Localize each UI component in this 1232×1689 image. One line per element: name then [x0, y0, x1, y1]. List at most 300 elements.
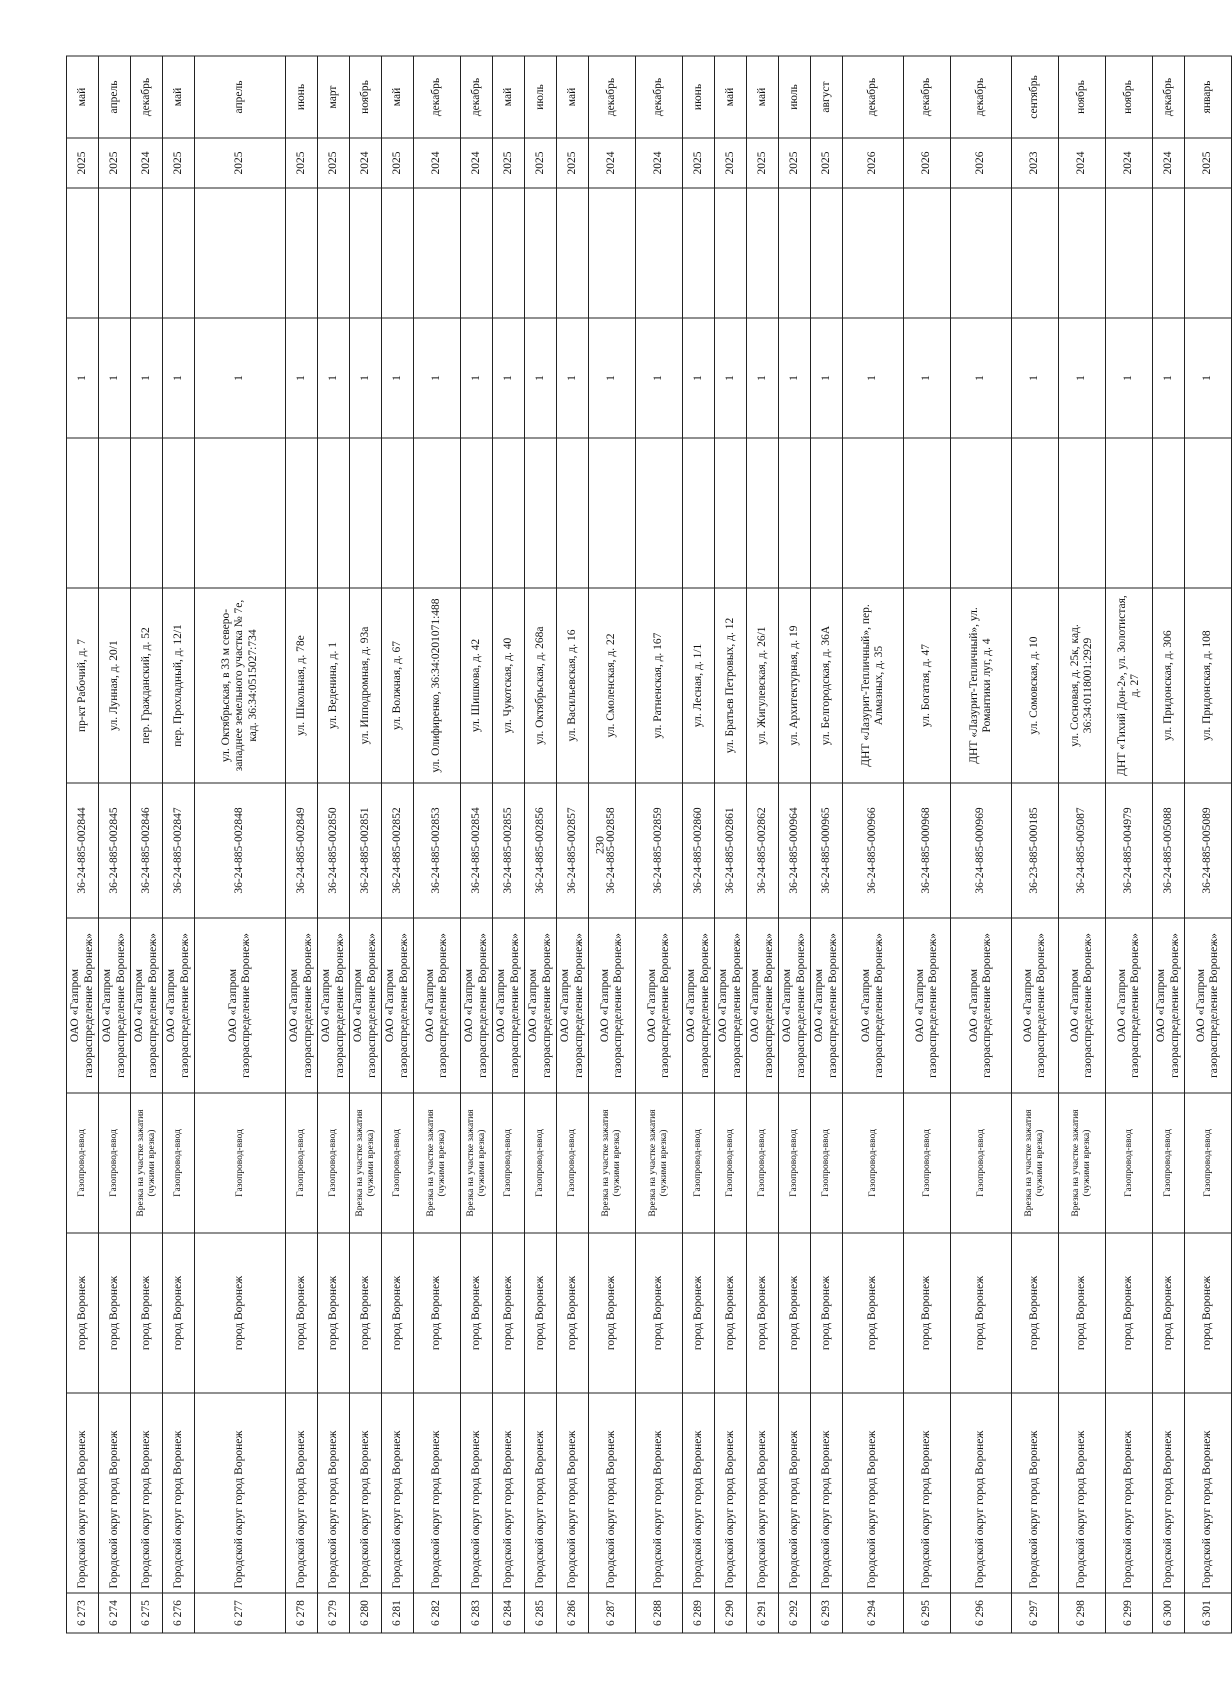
extra-cell	[1106, 438, 1153, 588]
blank-cell	[1153, 188, 1185, 318]
locality-cell: город Воронеж	[493, 1233, 525, 1393]
register-table-body	[67, 56, 1232, 1633]
object-code-cell: 36-24-885-002846	[131, 783, 163, 918]
object-code-cell: 36-24-885-002851	[350, 783, 382, 918]
object-type-cell: Врезка на участке зажатия (чужими врезка)	[414, 1093, 461, 1233]
locality-cell: город Воронеж	[904, 1233, 951, 1393]
object-code-cell: 36-24-885-002844	[67, 783, 99, 918]
blank-cell	[557, 188, 589, 318]
organization-cell: ОАО «Газпром газораспределение Воронеж»	[525, 918, 557, 1093]
year-cell: 2025	[747, 138, 779, 188]
quantity-cell: 1	[461, 318, 493, 438]
blank-cell	[1185, 188, 1232, 318]
object-code-cell: 36-24-885-002859	[636, 783, 683, 918]
locality-cell: город Воронеж	[67, 1233, 99, 1393]
district-cell: Городской округ город Воронеж	[843, 1393, 904, 1593]
month-cell: декабрь	[589, 56, 636, 138]
district-cell: Городской округ город Воронеж	[414, 1393, 461, 1593]
district-cell: Городской округ город Воронеж	[636, 1393, 683, 1593]
quantity-cell: 1	[557, 318, 589, 438]
table-row	[461, 56, 493, 1633]
extra-cell	[493, 438, 525, 588]
month-cell: июнь	[683, 56, 715, 138]
extra-cell	[1059, 438, 1106, 588]
row-number: 6 294	[843, 1593, 904, 1633]
locality-cell: город Воронеж	[951, 1233, 1012, 1393]
table-row	[1106, 56, 1153, 1633]
year-cell: 2025	[163, 138, 195, 188]
blank-cell	[195, 188, 286, 318]
row-number: 6 299	[1106, 1593, 1153, 1633]
object-type-cell: Врезка на участке зажатия (чужими врезка)	[131, 1093, 163, 1233]
blank-cell	[715, 188, 747, 318]
blank-cell	[99, 188, 131, 318]
year-cell: 2025	[318, 138, 350, 188]
object-type-cell: Газопровод-ввод	[683, 1093, 715, 1233]
row-number: 6 291	[747, 1593, 779, 1633]
organization-cell: ОАО «Газпром газораспределение Воронеж»	[163, 918, 195, 1093]
blank-cell	[843, 188, 904, 318]
object-type-cell: Газопровод-ввод	[811, 1093, 843, 1233]
year-cell: 2025	[557, 138, 589, 188]
row-number: 6 275	[131, 1593, 163, 1633]
address-cell: ул. Сомовская, д. 10	[1012, 588, 1059, 783]
quantity-cell: 1	[318, 318, 350, 438]
extra-cell	[811, 438, 843, 588]
quantity-cell: 1	[904, 318, 951, 438]
district-cell: Городской округ город Воронеж	[1153, 1393, 1185, 1593]
extra-cell	[1153, 438, 1185, 588]
blank-cell	[1106, 188, 1153, 318]
quantity-cell: 1	[414, 318, 461, 438]
table-row	[493, 56, 525, 1633]
table-row	[951, 56, 1012, 1633]
object-type-cell: Газопровод-ввод	[286, 1093, 318, 1233]
district-cell: Городской округ город Воронеж	[747, 1393, 779, 1593]
blank-cell	[1012, 188, 1059, 318]
quantity-cell: 1	[382, 318, 414, 438]
district-cell: Городской округ город Воронеж	[99, 1393, 131, 1593]
object-code-cell: 36-24-885-005088	[1153, 783, 1185, 918]
row-number: 6 285	[525, 1593, 557, 1633]
table-row	[904, 56, 951, 1633]
year-cell: 2025	[779, 138, 811, 188]
blank-cell	[589, 188, 636, 318]
locality-cell: город Воронеж	[318, 1233, 350, 1393]
month-cell: июль	[779, 56, 811, 138]
address-cell: ул. Белгородская, д. 36А	[811, 588, 843, 783]
extra-cell	[715, 438, 747, 588]
year-cell: 2025	[195, 138, 286, 188]
blank-cell	[779, 188, 811, 318]
row-number: 6 298	[1059, 1593, 1106, 1633]
quantity-cell: 1	[131, 318, 163, 438]
object-type-cell: Газопровод-ввод	[99, 1093, 131, 1233]
table-row	[1012, 56, 1059, 1633]
extra-cell	[904, 438, 951, 588]
row-number: 6 290	[715, 1593, 747, 1633]
object-code-cell: 36-24-885-005089	[1185, 783, 1232, 918]
blank-cell	[286, 188, 318, 318]
locality-cell: город Воронеж	[195, 1233, 286, 1393]
extra-cell	[382, 438, 414, 588]
district-cell: Городской округ город Воронеж	[1106, 1393, 1153, 1593]
blank-cell	[525, 188, 557, 318]
object-code-cell: 36-24-885-002862	[747, 783, 779, 918]
object-type-cell: Газопровод-ввод	[163, 1093, 195, 1233]
object-type-cell: Газопровод-ввод	[382, 1093, 414, 1233]
organization-cell: ОАО «Газпром газораспределение Воронеж»	[382, 918, 414, 1093]
object-type-cell: Газопровод-ввод	[715, 1093, 747, 1233]
row-number: 6 276	[163, 1593, 195, 1633]
table-row	[195, 56, 286, 1633]
month-cell: май	[493, 56, 525, 138]
blank-cell	[636, 188, 683, 318]
district-cell: Городской округ город Воронеж	[286, 1393, 318, 1593]
quantity-cell: 1	[67, 318, 99, 438]
object-type-cell: Врезка на участке зажатия (чужими врезка)	[1012, 1093, 1059, 1233]
address-cell: ул. Шишкова, д. 42	[461, 588, 493, 783]
address-cell: ул. Братьев Петровых, д. 12	[715, 588, 747, 783]
quantity-cell: 1	[163, 318, 195, 438]
locality-cell: город Воронеж	[1106, 1233, 1153, 1393]
blank-cell	[163, 188, 195, 318]
blank-cell	[904, 188, 951, 318]
year-cell: 2024	[1153, 138, 1185, 188]
locality-cell: город Воронеж	[683, 1233, 715, 1393]
district-cell: Городской округ город Воронеж	[350, 1393, 382, 1593]
district-cell: Городской округ город Воронеж	[683, 1393, 715, 1593]
month-cell: декабрь	[636, 56, 683, 138]
table-row	[1185, 56, 1232, 1633]
blank-cell	[493, 188, 525, 318]
year-cell: 2025	[811, 138, 843, 188]
year-cell: 2026	[904, 138, 951, 188]
district-cell: Городской округ город Воронеж	[1185, 1393, 1232, 1593]
object-type-cell: Врезка на участке зажатия (чужими врезка)	[461, 1093, 493, 1233]
extra-cell	[1185, 438, 1232, 588]
object-code-cell: 36-24-885-000966	[843, 783, 904, 918]
blank-cell	[414, 188, 461, 318]
locality-cell: город Воронеж	[779, 1233, 811, 1393]
row-number: 6 282	[414, 1593, 461, 1633]
locality-cell: город Воронеж	[1012, 1233, 1059, 1393]
address-cell: ул. Архитектурная, д. 19	[779, 588, 811, 783]
district-cell: Городской округ город Воронеж	[557, 1393, 589, 1593]
object-type-cell: Газопровод-ввод	[904, 1093, 951, 1233]
object-code-cell: 36-24-885-000964	[779, 783, 811, 918]
extra-cell	[951, 438, 1012, 588]
organization-cell: ОАО «Газпром газораспределение Воронеж»	[318, 918, 350, 1093]
extra-cell	[747, 438, 779, 588]
extra-cell	[414, 438, 461, 588]
table-row	[382, 56, 414, 1633]
month-cell: ноябрь	[1106, 56, 1153, 138]
address-cell: ул. Ратненская, д. 167	[636, 588, 683, 783]
organization-cell: ОАО «Газпром газораспределение Воронеж»	[747, 918, 779, 1093]
year-cell: 2025	[525, 138, 557, 188]
month-cell: декабрь	[904, 56, 951, 138]
district-cell: Городской округ город Воронеж	[779, 1393, 811, 1593]
month-cell: декабрь	[414, 56, 461, 138]
address-cell: ул. Жигулевская, д. 26/1	[747, 588, 779, 783]
row-number: 6 278	[286, 1593, 318, 1633]
district-cell: Городской округ город Воронеж	[525, 1393, 557, 1593]
quantity-cell: 1	[99, 318, 131, 438]
locality-cell: город Воронеж	[1059, 1233, 1106, 1393]
object-type-cell: Газопровод-ввод	[1153, 1093, 1185, 1233]
extra-cell	[525, 438, 557, 588]
object-code-cell: 36-24-885-005087	[1059, 783, 1106, 918]
organization-cell: ОАО «Газпром газораспределение Воронеж»	[779, 918, 811, 1093]
extra-cell	[99, 438, 131, 588]
quantity-cell: 1	[1012, 318, 1059, 438]
row-number: 6 273	[67, 1593, 99, 1633]
quantity-cell: 1	[195, 318, 286, 438]
table-row	[163, 56, 195, 1633]
address-cell: ул. Лесная, д. 1/1	[683, 588, 715, 783]
quantity-cell: 1	[715, 318, 747, 438]
row-number: 6 283	[461, 1593, 493, 1633]
district-cell: Городской округ город Воронеж	[318, 1393, 350, 1593]
object-type-cell: Газопровод-ввод	[195, 1093, 286, 1233]
blank-cell	[131, 188, 163, 318]
month-cell: май	[382, 56, 414, 138]
rotated-register-page	[66, 56, 1220, 1633]
organization-cell: ОАО «Газпром газораспределение Воронеж»	[131, 918, 163, 1093]
address-cell: ул. Волжная, д. 67	[382, 588, 414, 783]
month-cell: май	[163, 56, 195, 138]
month-cell: май	[557, 56, 589, 138]
address-cell: ул. Смоленская, д. 22	[589, 588, 636, 783]
district-cell: Городской округ город Воронеж	[493, 1393, 525, 1593]
row-number: 6 288	[636, 1593, 683, 1633]
extra-cell	[131, 438, 163, 588]
object-code-cell: 36-24-885-002861	[715, 783, 747, 918]
quantity-cell: 1	[636, 318, 683, 438]
blank-cell	[382, 188, 414, 318]
year-cell: 2024	[636, 138, 683, 188]
extra-cell	[779, 438, 811, 588]
extra-cell	[318, 438, 350, 588]
row-number: 6 284	[493, 1593, 525, 1633]
row-number: 6 274	[99, 1593, 131, 1633]
locality-cell: город Воронеж	[715, 1233, 747, 1393]
table-row	[414, 56, 461, 1633]
month-cell: май	[747, 56, 779, 138]
object-code-cell: 36-23-885-000185	[1012, 783, 1059, 918]
organization-cell: ОАО «Газпром газораспределение Воронеж»	[589, 918, 636, 1093]
row-number: 6 292	[779, 1593, 811, 1633]
object-type-cell: Газопровод-ввод	[557, 1093, 589, 1233]
quantity-cell: 1	[493, 318, 525, 438]
address-cell: ул. Лунная, д. 20/1	[99, 588, 131, 783]
month-cell: март	[318, 56, 350, 138]
locality-cell: город Воронеж	[1185, 1233, 1232, 1393]
table-row	[589, 56, 636, 1633]
month-cell: декабрь	[843, 56, 904, 138]
row-number: 6 279	[318, 1593, 350, 1633]
quantity-cell: 1	[811, 318, 843, 438]
object-type-cell: Врезка на участке зажатия (чужими врезка)	[1059, 1093, 1106, 1233]
blank-cell	[683, 188, 715, 318]
locality-cell: город Воронеж	[843, 1233, 904, 1393]
locality-cell: город Воронеж	[811, 1233, 843, 1393]
object-code-cell: 36-24-885-002858	[589, 783, 636, 918]
year-cell: 2024	[131, 138, 163, 188]
year-cell: 2024	[589, 138, 636, 188]
object-type-cell: Врезка на участке зажатия (чужими врезка)	[589, 1093, 636, 1233]
extra-cell	[67, 438, 99, 588]
year-cell: 2023	[1012, 138, 1059, 188]
address-cell: ДНТ «Тихий Дон-2», ул. Золотистая, д. 27	[1106, 588, 1153, 783]
table-row	[715, 56, 747, 1633]
extra-cell	[461, 438, 493, 588]
locality-cell: город Воронеж	[350, 1233, 382, 1393]
year-cell: 2024	[461, 138, 493, 188]
district-cell: Городской округ город Воронеж	[382, 1393, 414, 1593]
extra-cell	[636, 438, 683, 588]
organization-cell: ОАО «Газпром газораспределение Воронеж»	[286, 918, 318, 1093]
month-cell: ноябрь	[1059, 56, 1106, 138]
object-type-cell: Газопровод-ввод	[1185, 1093, 1232, 1233]
object-type-cell: Газопровод-ввод	[1106, 1093, 1153, 1233]
blank-cell	[951, 188, 1012, 318]
address-cell: ул. Васильевская, д. 16	[557, 588, 589, 783]
row-number: 6 297	[1012, 1593, 1059, 1633]
year-cell: 2025	[382, 138, 414, 188]
organization-cell: ОАО «Газпром газораспределение Воронеж»	[1059, 918, 1106, 1093]
month-cell: январь	[1185, 56, 1232, 138]
table-row	[747, 56, 779, 1633]
quantity-cell: 1	[286, 318, 318, 438]
blank-cell	[67, 188, 99, 318]
object-type-cell: Газопровод-ввод	[525, 1093, 557, 1233]
table-row	[350, 56, 382, 1633]
object-type-cell: Газопровод-ввод	[318, 1093, 350, 1233]
locality-cell: город Воронеж	[636, 1233, 683, 1393]
district-cell: Городской округ город Воронеж	[195, 1393, 286, 1593]
object-code-cell: 36-24-885-000968	[904, 783, 951, 918]
object-code-cell: 36-24-885-000965	[811, 783, 843, 918]
organization-cell: ОАО «Газпром газораспределение Воронеж»	[1153, 918, 1185, 1093]
organization-cell: ОАО «Газпром газораспределение Воронеж»	[636, 918, 683, 1093]
quantity-cell: 1	[1059, 318, 1106, 438]
organization-cell: ОАО «Газпром газораспределение Воронеж»	[461, 918, 493, 1093]
district-cell: Городской округ город Воронеж	[1012, 1393, 1059, 1593]
year-cell: 2026	[843, 138, 904, 188]
address-cell: ул. Школьная, д. 78е	[286, 588, 318, 783]
locality-cell: город Воронеж	[286, 1233, 318, 1393]
row-number: 6 295	[904, 1593, 951, 1633]
month-cell: сентябрь	[1012, 56, 1059, 138]
object-code-cell: 36-24-885-002852	[382, 783, 414, 918]
district-cell: Городской округ город Воронеж	[131, 1393, 163, 1593]
object-type-cell: Газопровод-ввод	[843, 1093, 904, 1233]
blank-cell	[350, 188, 382, 318]
district-cell: Городской округ город Воронеж	[904, 1393, 951, 1593]
row-number: 6 293	[811, 1593, 843, 1633]
row-number: 6 287	[589, 1593, 636, 1633]
organization-cell: ОАО «Газпром газораспределение Воронеж»	[1012, 918, 1059, 1093]
organization-cell: ОАО «Газпром газораспределение Воронеж»	[811, 918, 843, 1093]
year-cell: 2025	[683, 138, 715, 188]
row-number: 6 301	[1185, 1593, 1232, 1633]
month-cell: декабрь	[951, 56, 1012, 138]
month-cell: апрель	[99, 56, 131, 138]
month-cell: апрель	[195, 56, 286, 138]
district-cell: Городской округ город Воронеж	[1059, 1393, 1106, 1593]
extra-cell	[195, 438, 286, 588]
locality-cell: город Воронеж	[382, 1233, 414, 1393]
object-code-cell: 36-24-885-002857	[557, 783, 589, 918]
address-cell: ул. Олифиренко, 36:34:0201071:488	[414, 588, 461, 783]
quantity-cell: 1	[1153, 318, 1185, 438]
table-row	[318, 56, 350, 1633]
object-code-cell: 36-24-885-002856	[525, 783, 557, 918]
locality-cell: город Воронеж	[461, 1233, 493, 1393]
extra-cell	[843, 438, 904, 588]
month-cell: декабрь	[1153, 56, 1185, 138]
object-code-cell: 36-24-885-002849	[286, 783, 318, 918]
extra-cell	[557, 438, 589, 588]
month-cell: ноябрь	[350, 56, 382, 138]
address-cell: ул. Веденина, д. 1	[318, 588, 350, 783]
organization-cell: ОАО «Газпром газораспределение Воронеж»	[557, 918, 589, 1093]
locality-cell: город Воронеж	[131, 1233, 163, 1393]
organization-cell: ОАО «Газпром газораспределение Воронеж»	[951, 918, 1012, 1093]
gas-connection-register-table	[66, 55, 1232, 1633]
table-row	[286, 56, 318, 1633]
object-type-cell: Газопровод-ввод	[951, 1093, 1012, 1233]
object-code-cell: 36-24-885-002847	[163, 783, 195, 918]
organization-cell: ОАО «Газпром газораспределение Воронеж»	[350, 918, 382, 1093]
organization-cell: ОАО «Газпром газораспределение Воронеж»	[99, 918, 131, 1093]
quantity-cell: 1	[525, 318, 557, 438]
table-row	[131, 56, 163, 1633]
extra-cell	[683, 438, 715, 588]
locality-cell: город Воронеж	[557, 1233, 589, 1393]
organization-cell: ОАО «Газпром газораспределение Воронеж»	[1106, 918, 1153, 1093]
object-type-cell: Газопровод-ввод	[493, 1093, 525, 1233]
table-row	[636, 56, 683, 1633]
address-cell: ДНТ «Лазурит-Тепличный», ул. Романтики луг, д. 4	[951, 588, 1012, 783]
object-code-cell: 36-24-885-002860	[683, 783, 715, 918]
organization-cell: ОАО «Газпром газораспределение Воронеж»	[843, 918, 904, 1093]
year-cell: 2026	[951, 138, 1012, 188]
address-cell: пр-кт Рабочий, д. 7	[67, 588, 99, 783]
object-type-cell: Врезка на участке зажатия (чужими врезка)	[636, 1093, 683, 1233]
month-cell: декабрь	[131, 56, 163, 138]
object-code-cell: 36-24-885-002855	[493, 783, 525, 918]
district-cell: Городской округ город Воронеж	[811, 1393, 843, 1593]
address-cell: ул. Сосновая, д. 25к, кад. 36:34:0118001:2929	[1059, 588, 1106, 783]
address-cell: ул. Октябрьская, д. 268а	[525, 588, 557, 783]
quantity-cell: 1	[1185, 318, 1232, 438]
district-cell: Городской округ город Воронеж	[589, 1393, 636, 1593]
organization-cell: ОАО «Газпром газораспределение Воронеж»	[683, 918, 715, 1093]
object-code-cell: 36-24-885-000969	[951, 783, 1012, 918]
address-cell: ул. Октябрьская, в 33 м северо-западнее земельного участка № 7е, кад. 36:34:0515027:734	[195, 588, 286, 783]
quantity-cell: 1	[589, 318, 636, 438]
locality-cell: город Воронеж	[589, 1233, 636, 1393]
organization-cell: ОАО «Газпром газораспределение Воронеж»	[1185, 918, 1232, 1093]
address-cell: ул. Ипподромная, д. 93а	[350, 588, 382, 783]
quantity-cell: 1	[350, 318, 382, 438]
locality-cell: город Воронеж	[1153, 1233, 1185, 1393]
address-cell: пер. Прохладный, д. 12/1	[163, 588, 195, 783]
blank-cell	[811, 188, 843, 318]
